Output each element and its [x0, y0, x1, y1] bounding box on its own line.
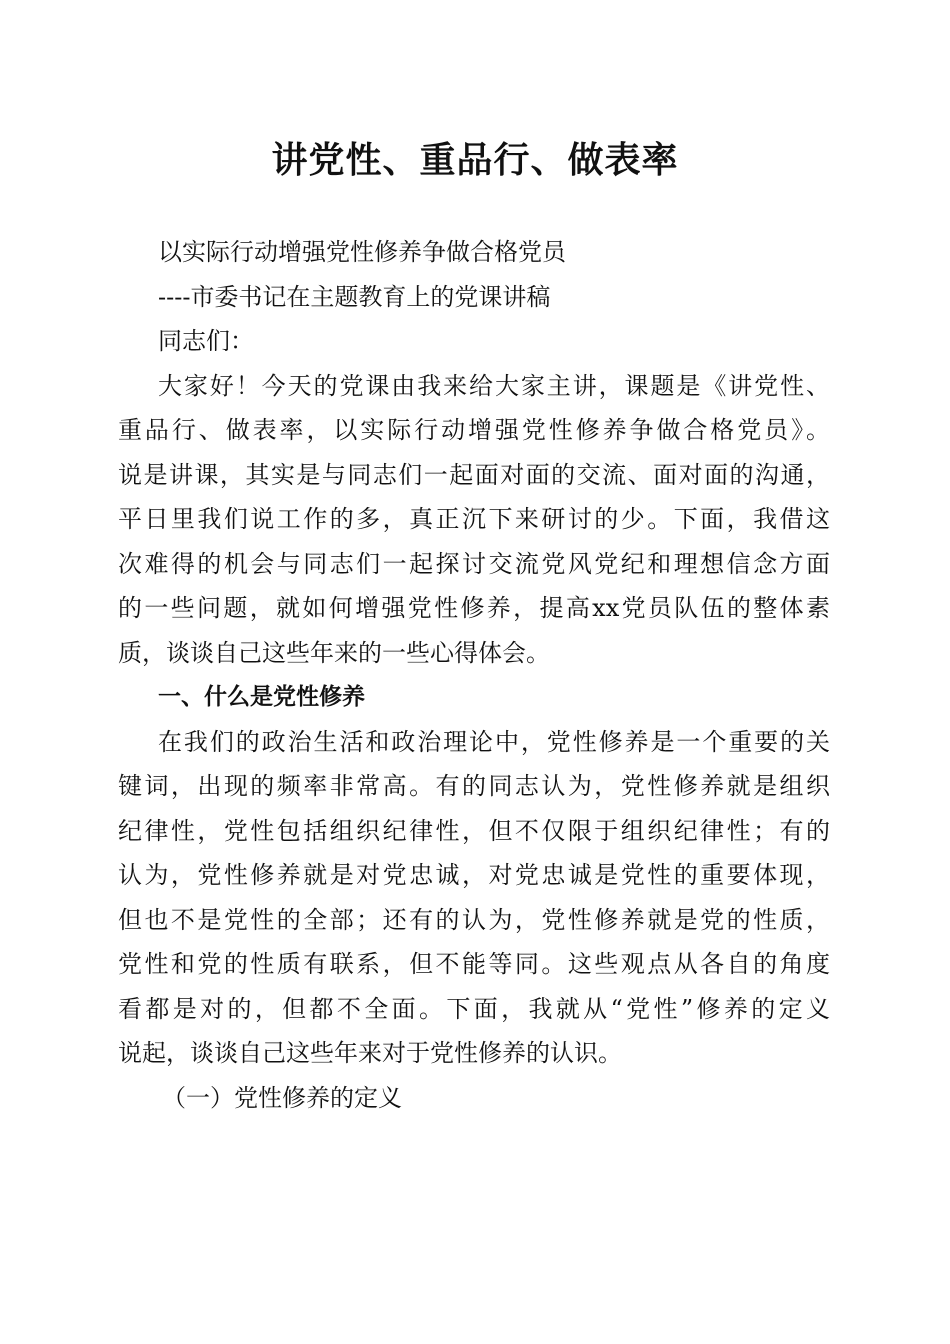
- paragraph-line: 在我们的政治生活和政治理论中，党性修养是一个重要的关: [158, 727, 830, 756]
- paragraph-line: 平日里我们说工作的多，真正沉下来研讨的少。下面，我借这: [118, 505, 830, 533]
- paragraph-line: 说起，谈谈自己这些年来对于党性修养的认识。: [118, 1039, 622, 1067]
- paragraph-line: 键词，出现的频率非常高。有的同志认为，党性修养就是组织: [118, 772, 830, 800]
- subsection-heading: （一）党性修养的定义: [162, 1083, 402, 1112]
- intro-paragraph: [118, 364, 830, 676]
- section1-paragraph: [118, 720, 830, 1076]
- subtitle: 以实际行动增强党性修养争做合格党员: [158, 238, 566, 266]
- paragraph-line: 党性和党的性质有联系，但不能等同。这些观点从各自的角度: [118, 950, 830, 978]
- salutation: 同志们：: [158, 327, 254, 355]
- byline: ----市委书记在主题教育上的党课讲稿: [158, 282, 551, 311]
- paragraph-line: 认为，党性修养就是对党忠诚，对党忠诚是党性的重要体现，: [118, 861, 830, 889]
- paragraph-line: 说是讲课，其实是与同志们一起面对面的交流、面对面的沟通，: [118, 460, 830, 489]
- paragraph-line: 纪律性，党性包括组织纪律性，但不仅限于组织纪律性；有的: [118, 816, 830, 845]
- section-heading: 一、什么是党性修养: [158, 684, 365, 710]
- paragraph-line: 次难得的机会与同志们一起探讨交流党风党纪和理想信念方面: [118, 549, 830, 578]
- paragraph-line: 重品行、做表率，以实际行动增强党性修养争做合格党员》。: [118, 416, 830, 444]
- paragraph-line: 的一些问题，就如何增强党性修养，提高xx党员队伍的整体素: [118, 594, 830, 622]
- paragraph-line: 看都是对的，但都不全面。下面，我就从“党性”修养的定义: [118, 994, 830, 1023]
- paragraph-line: 质，谈谈自己这些年来的一些心得体会。: [118, 638, 550, 667]
- document-title: 讲党性、重品行、做表率: [271, 139, 679, 181]
- document-body: [118, 230, 830, 1120]
- paragraph-line: 大家好！今天的党课由我来给大家主讲，课题是《讲党性、: [158, 371, 830, 400]
- paragraph-line: 但也不是党性的全部；还有的认为，党性修养就是党的性质，: [118, 905, 830, 934]
